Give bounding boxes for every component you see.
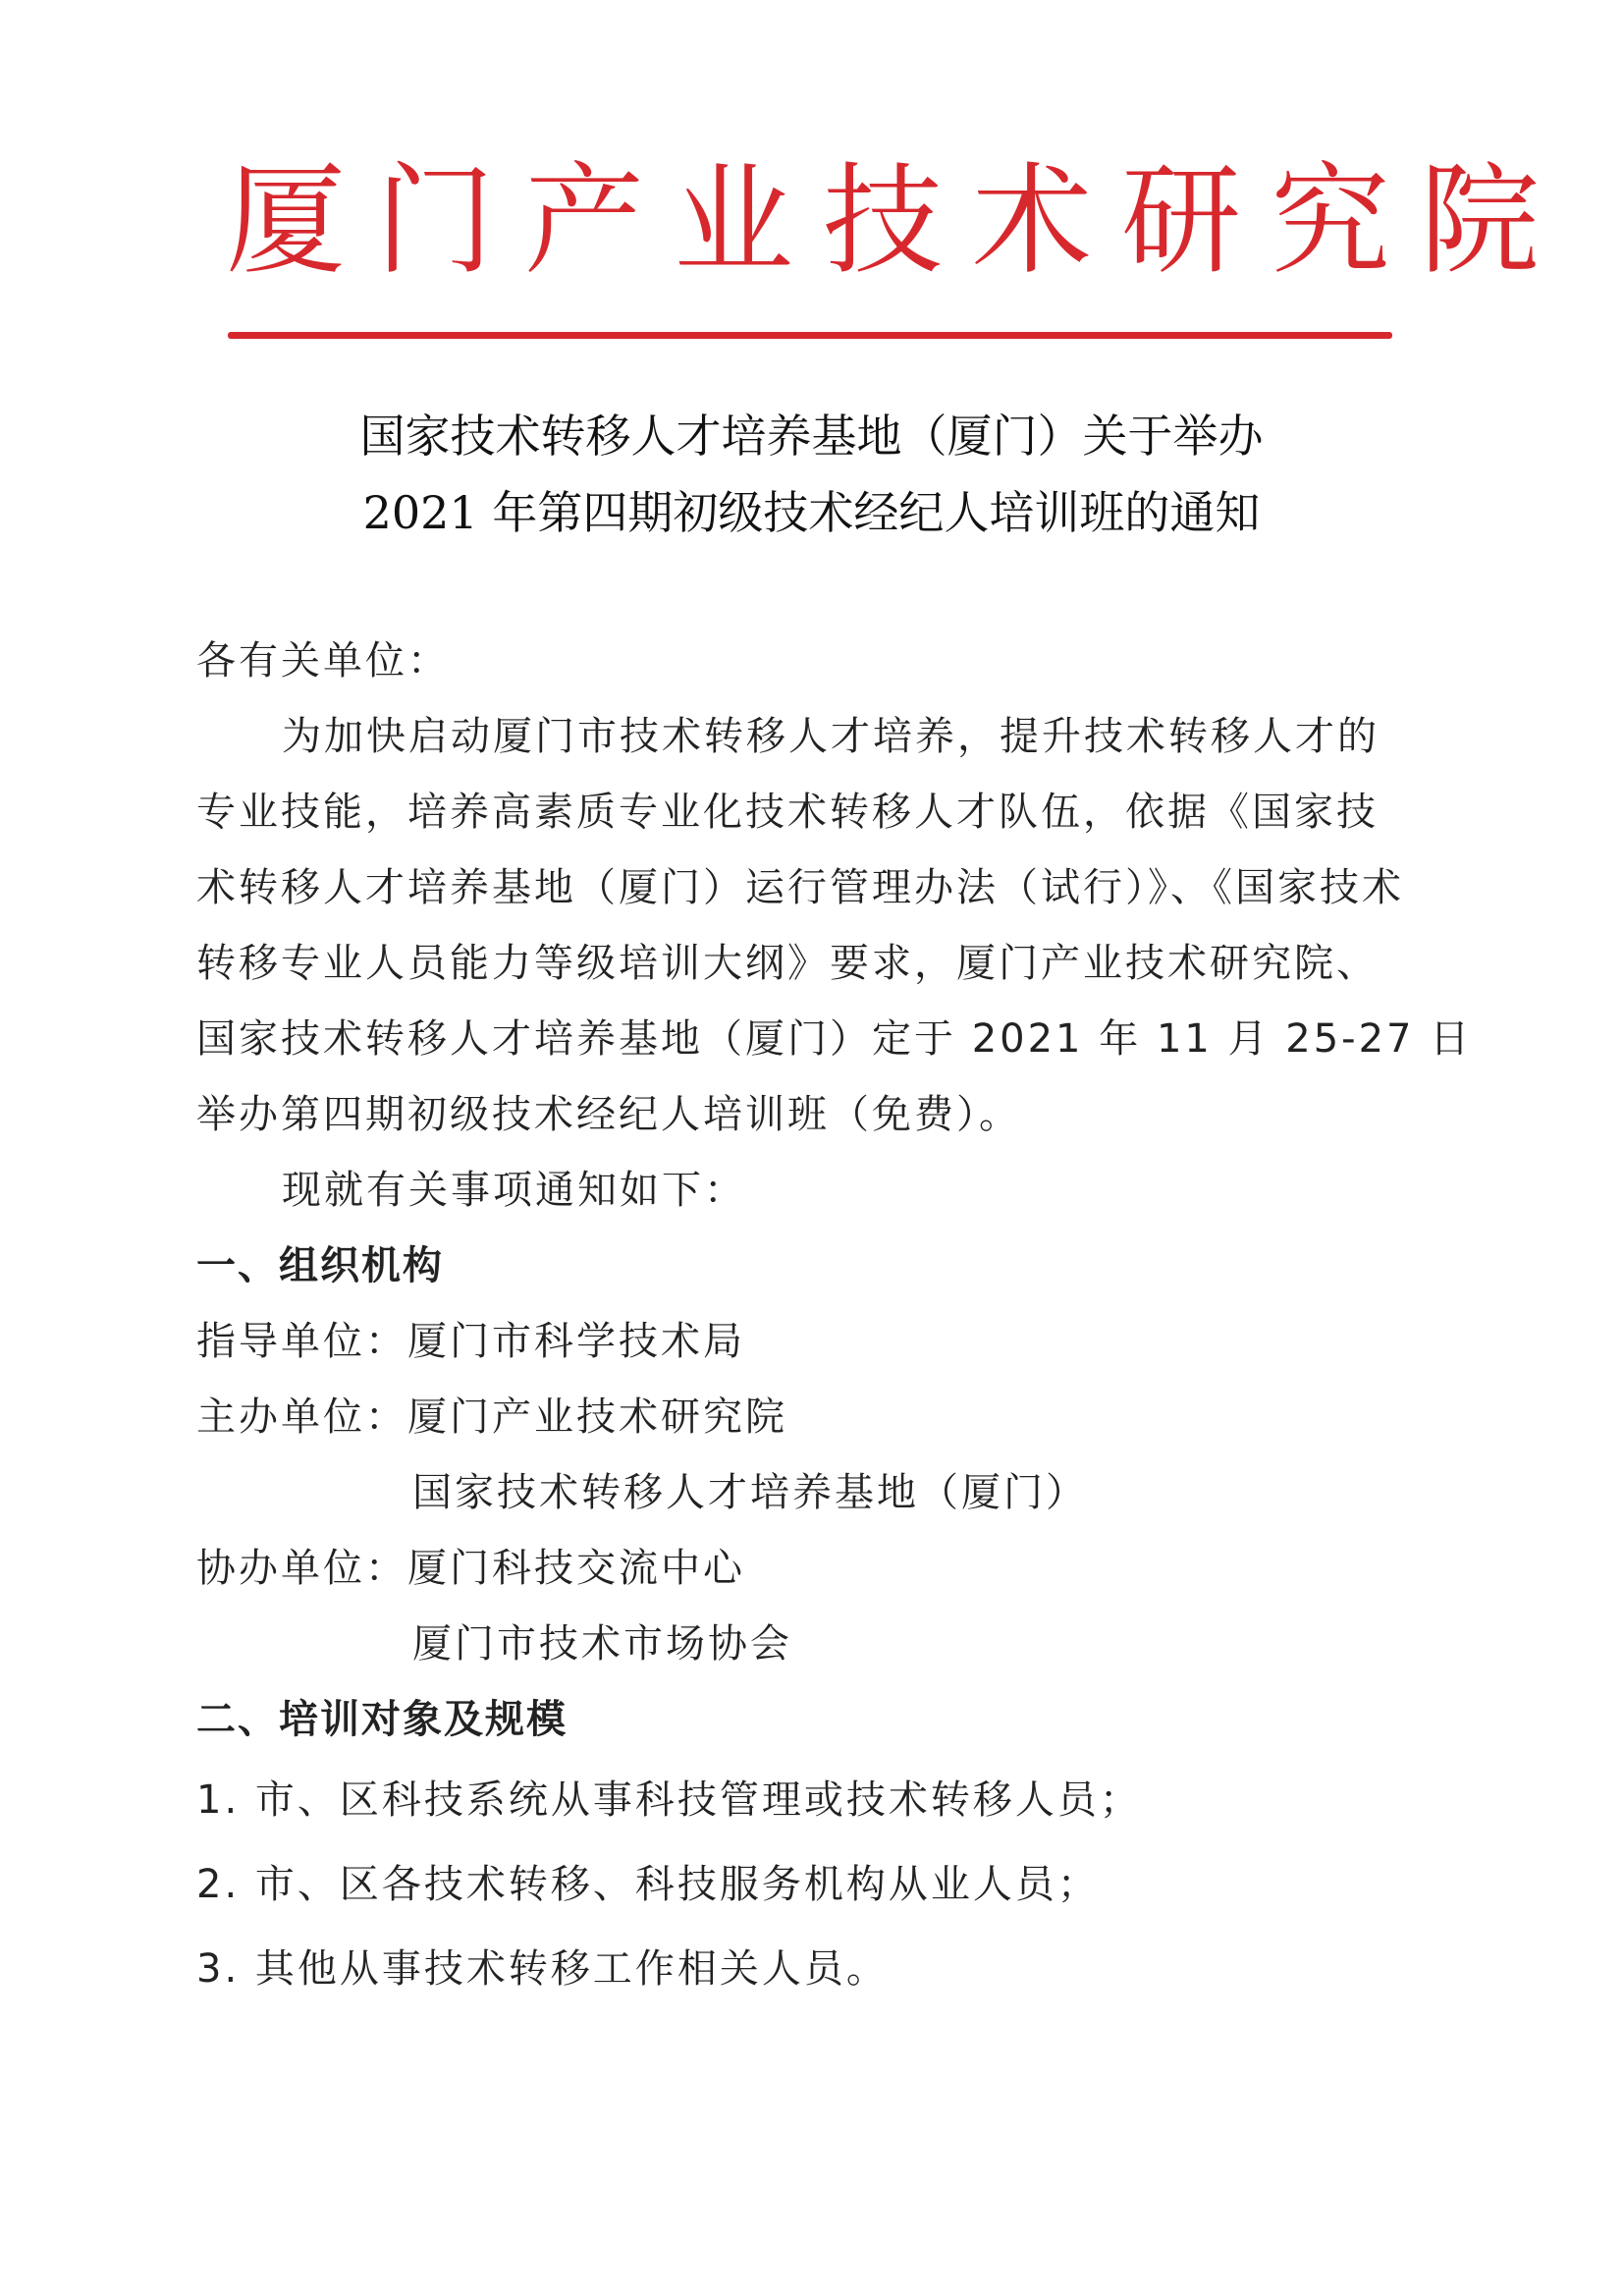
audience-list-item: 1. 市、区科技系统从事科技管理或技术转移人员； bbox=[196, 1777, 1142, 1823]
document-title-line-2: 2021 年第四期初级技术经纪人培训班的通知 bbox=[362, 486, 1261, 539]
letterhead-red-rule bbox=[228, 332, 1392, 339]
guiding-unit: 指导单位：厦门市科学技术局 bbox=[196, 1319, 745, 1364]
intro-paragraph-line: 为加快启动厦门市技术转移人才培养，提升技术转移人才的 bbox=[282, 714, 1380, 759]
letterhead-title: 厦门产业技术研究院 bbox=[226, 151, 1569, 291]
intro-paragraph-line: 国家技术转移人才培养基地（厦门）定于 2021 年 11 月 25-27 日 bbox=[196, 1016, 1473, 1062]
co-organizer-1: 协办单位：厦门科技交流中心 bbox=[196, 1546, 745, 1591]
co-organizer-2: 厦门市技术市场协会 bbox=[412, 1621, 792, 1667]
salutation: 各有关单位： bbox=[196, 638, 450, 683]
audience-list-item: 3. 其他从事技术转移工作相关人员。 bbox=[196, 1946, 889, 1992]
notice-line: 现就有关事项通知如下： bbox=[282, 1168, 746, 1213]
intro-paragraph-line: 专业技能，培养高素质专业化技术转移人才队伍，依据《国家技 bbox=[196, 790, 1379, 835]
intro-paragraph-line: 举办第四期初级技术经纪人培训班（免费）。 bbox=[196, 1092, 1021, 1137]
host-unit-1: 主办单位：厦门产业技术研究院 bbox=[196, 1394, 787, 1440]
host-unit-2: 国家技术转移人才培养基地（厦门） bbox=[412, 1470, 1088, 1515]
section-heading-organization: 一、组织机构 bbox=[196, 1243, 444, 1288]
document-title bbox=[196, 398, 1427, 551]
document-title-line-1: 国家技术转移人才培养基地（厦门）关于举办 bbox=[359, 410, 1264, 463]
section-heading-audience: 二、培训对象及规模 bbox=[196, 1697, 568, 1742]
intro-paragraph-line: 术转移人才培养基地（厦门）运行管理办法（试行）》、《国家技术 bbox=[196, 865, 1404, 910]
intro-paragraph-line: 转移专业人员能力等级培训大纲》要求，厦门产业技术研究院、 bbox=[196, 941, 1379, 986]
audience-list-item: 2. 市、区各技术转移、科技服务机构从业人员； bbox=[196, 1862, 1100, 1907]
document-body bbox=[196, 624, 1473, 2011]
